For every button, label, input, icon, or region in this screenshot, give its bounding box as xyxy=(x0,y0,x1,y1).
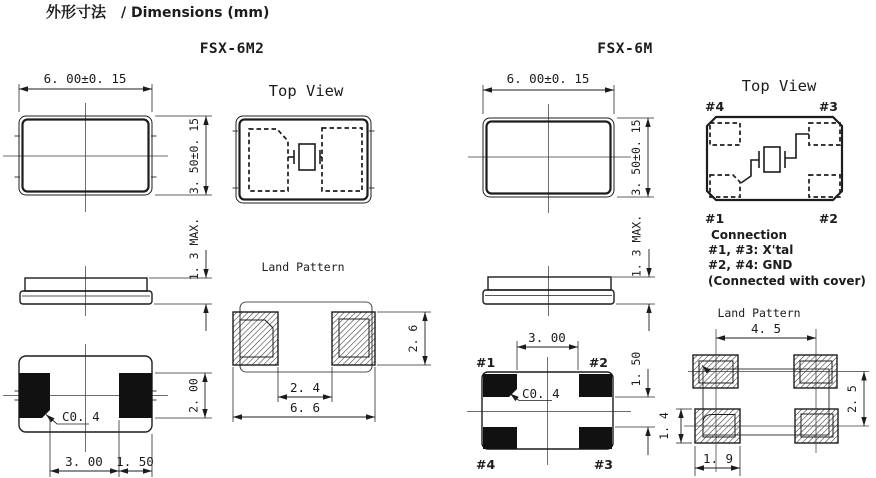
top-view-label: Top View xyxy=(268,82,344,100)
body-outline xyxy=(707,117,842,200)
dim-body-width: 6. 00±0. 15 xyxy=(43,71,127,86)
hidden-pad-right xyxy=(322,128,362,191)
crystal-lead xyxy=(785,134,809,158)
dim-chamfer: C0. 4 xyxy=(522,386,560,401)
electrode-pad-right xyxy=(119,373,152,418)
fsx6m-front-view xyxy=(468,71,654,213)
electrode-pad-3 xyxy=(579,427,612,449)
crystal-symbol xyxy=(299,144,315,170)
lid-outline xyxy=(25,278,147,291)
dim-pad-gap-x: 3. 00 xyxy=(528,330,566,345)
crystal-symbol xyxy=(764,147,780,172)
pin-label-2: #2 xyxy=(588,355,608,370)
page-title-jp: 外形寸法 xyxy=(46,3,107,21)
land-pattern-label: Land Pattern xyxy=(717,306,801,320)
fsx6m2-title: FSX-6M2 xyxy=(199,41,265,57)
dim-pad-width: 1. 50 xyxy=(116,454,154,469)
top-view-label: Top View xyxy=(741,77,817,95)
dim-land-pad-width: 1. 9 xyxy=(702,451,734,466)
pin-label-3: #3 xyxy=(818,99,838,114)
hidden-pad-left xyxy=(249,129,288,191)
fsx6m2-land-pattern xyxy=(233,260,431,422)
dim-pad-height: 2. 00 xyxy=(186,378,201,413)
connection-line1: #1, #3: X'tal xyxy=(708,243,794,257)
dim-land-pitch-x: 4. 5 xyxy=(750,321,782,336)
corner-pad-4 xyxy=(710,123,740,145)
dim-land-outer-span: 6. 6 xyxy=(289,400,321,415)
corner-pad-1 xyxy=(710,175,740,197)
electrode-pad-4 xyxy=(483,427,517,449)
fsx6m2-side-view xyxy=(20,218,212,331)
base-outline xyxy=(20,291,152,304)
dim-body-width: 6. 00±0. 15 xyxy=(506,71,590,86)
dim-pad-pitch: 3. 00 xyxy=(65,454,103,469)
land-pattern-label: Land Pattern xyxy=(261,260,345,274)
connection-line3: (Connected with cover) xyxy=(708,274,866,288)
pin-label-3: #3 xyxy=(593,457,613,472)
pin-label-1: #1 xyxy=(476,355,496,370)
fsx6m-bottom-view xyxy=(467,330,655,472)
body-outline xyxy=(236,116,371,203)
dim-body-height: 3. 50±0. 15 xyxy=(629,119,643,196)
dim-thickness: 1. 3 MAX. xyxy=(629,214,644,278)
fsx6m2-front-view xyxy=(3,71,212,212)
electrode-pad-left xyxy=(19,373,50,418)
corner-pad-2 xyxy=(809,175,840,197)
crystal-lead xyxy=(741,160,759,183)
dim-land-height: 2. 6 xyxy=(406,324,420,353)
electrode-pad-1 xyxy=(483,374,517,397)
pin-label-4: #4 xyxy=(705,99,725,114)
dim-land-inner-gap: 2. 4 xyxy=(289,380,321,395)
dim-thickness: 1. 3 MAX. xyxy=(187,217,201,281)
page-title-en: / Dimensions (mm) xyxy=(121,5,270,21)
page-title xyxy=(46,3,269,21)
electrode-pad-2 xyxy=(579,374,612,397)
fsx6m-title: FSX-6M xyxy=(597,41,653,57)
connection-line2: #2, #4: GND xyxy=(708,258,793,272)
fsx6m-top-view xyxy=(705,77,842,226)
pin-label-4: #4 xyxy=(476,457,496,472)
dim-land-pitch-y: 2. 5 xyxy=(845,385,859,413)
body-outline-inner xyxy=(240,120,368,200)
pin-label-2: #2 xyxy=(818,211,838,226)
pin-label-1: #1 xyxy=(705,211,725,226)
dim-body-height: 3. 50±0. 15 xyxy=(187,117,201,195)
fsx6m-side-view xyxy=(483,215,655,331)
dim-land-pad-height: 1. 4 xyxy=(657,412,671,440)
connection-heading: Connection xyxy=(711,228,788,242)
corner-pad-3 xyxy=(809,123,840,145)
fsx6m-land-pattern xyxy=(657,306,869,476)
dim-pad-gap-y: 1. 50 xyxy=(629,351,643,387)
fsx6m-connection-note xyxy=(708,228,866,288)
lid-outline xyxy=(488,277,611,290)
dim-chamfer: C0. 4 xyxy=(62,409,100,424)
fsx6m2-top-view xyxy=(233,82,375,203)
fsx6m2-bottom-view xyxy=(3,344,212,477)
